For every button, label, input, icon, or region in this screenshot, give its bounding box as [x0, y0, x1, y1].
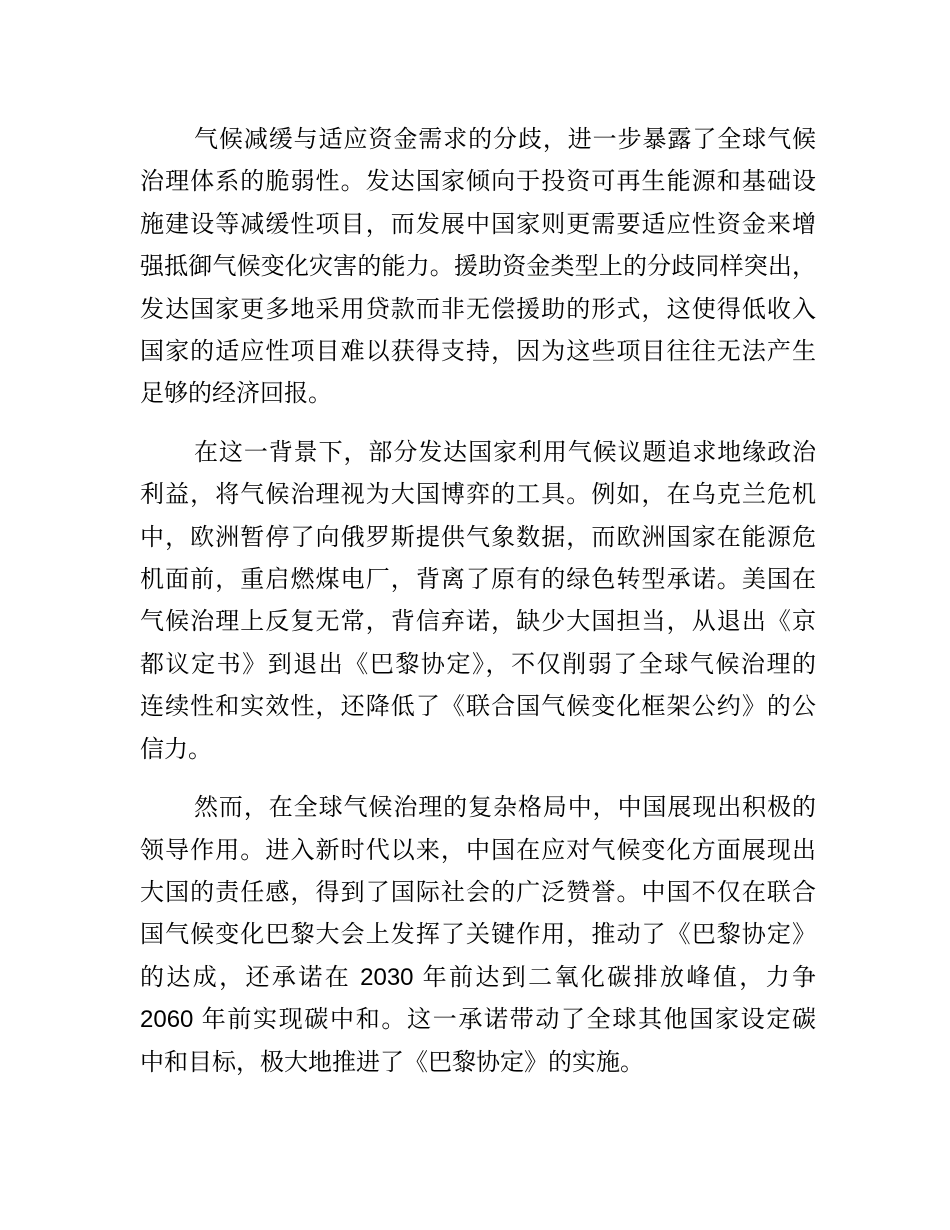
- text-line: 中，欧洲暂停了向俄罗斯提供气象数据，而欧洲国家在能源危: [140, 523, 816, 551]
- text-line: 中和目标，极大地推进了《巴黎协定》的实施。: [140, 1048, 644, 1076]
- text-line: 信力。: [140, 735, 212, 763]
- text-line: 领导作用。进入新时代以来，中国在应对气候变化方面展现出: [140, 836, 816, 864]
- paragraph: [140, 432, 816, 771]
- text-line: 的达成，还承诺在 2030 年前达到二氧化碳排放峰值，力争: [140, 963, 816, 991]
- document-body: [140, 119, 816, 1100]
- paragraph: [140, 787, 816, 1084]
- text-line: 连续性和实效性，还降低了《联合国气候变化框架公约》的公: [140, 693, 816, 721]
- text-line: 国气候变化巴黎大会上发挥了关键作用，推动了《巴黎协定》: [140, 921, 816, 949]
- text-line: 在这一背景下，部分发达国家利用气候议题追求地缘政治: [194, 438, 816, 466]
- text-line: 治理体系的脆弱性。发达国家倾向于投资可再生能源和基础设: [140, 168, 816, 196]
- text-line: 利益，将气候治理视为大国博弈的工具。例如，在乌克兰危机: [140, 481, 816, 509]
- text-line: 然而，在全球气候治理的复杂格局中，中国展现出积极的: [194, 794, 816, 822]
- text-line: 大国的责任感，得到了国际社会的广泛赞誉。中国不仅在联合: [140, 878, 816, 906]
- text-line: 2060 年前实现碳中和。这一承诺带动了全球其他国家设定碳: [140, 1006, 816, 1034]
- text-line: 足够的经济回报。: [140, 380, 332, 408]
- text-line: 国家的适应性项目难以获得支持，因为这些项目往往无法产生: [140, 338, 816, 366]
- text-line: 施建设等减缓性项目，而发展中国家则更需要适应性资金来增: [140, 210, 816, 238]
- text-line: 强抵御气候变化灾害的能力。援助资金类型上的分歧同样突出，: [140, 253, 816, 281]
- paragraph: [140, 119, 816, 416]
- text-line: 气候治理上反复无常，背信弃诺，缺少大国担当，从退出《京: [140, 608, 816, 636]
- text-line: 气候减缓与适应资金需求的分歧，进一步暴露了全球气候: [194, 126, 816, 153]
- text-line: 机面前，重启燃煤电厂，背离了原有的绿色转型承诺。美国在: [140, 566, 816, 594]
- text-line: 都议定书》到退出《巴黎协定》，不仅削弱了全球气候治理的: [140, 650, 816, 678]
- text-line: 发达国家更多地采用贷款而非无偿援助的形式，这使得低收入: [140, 295, 816, 323]
